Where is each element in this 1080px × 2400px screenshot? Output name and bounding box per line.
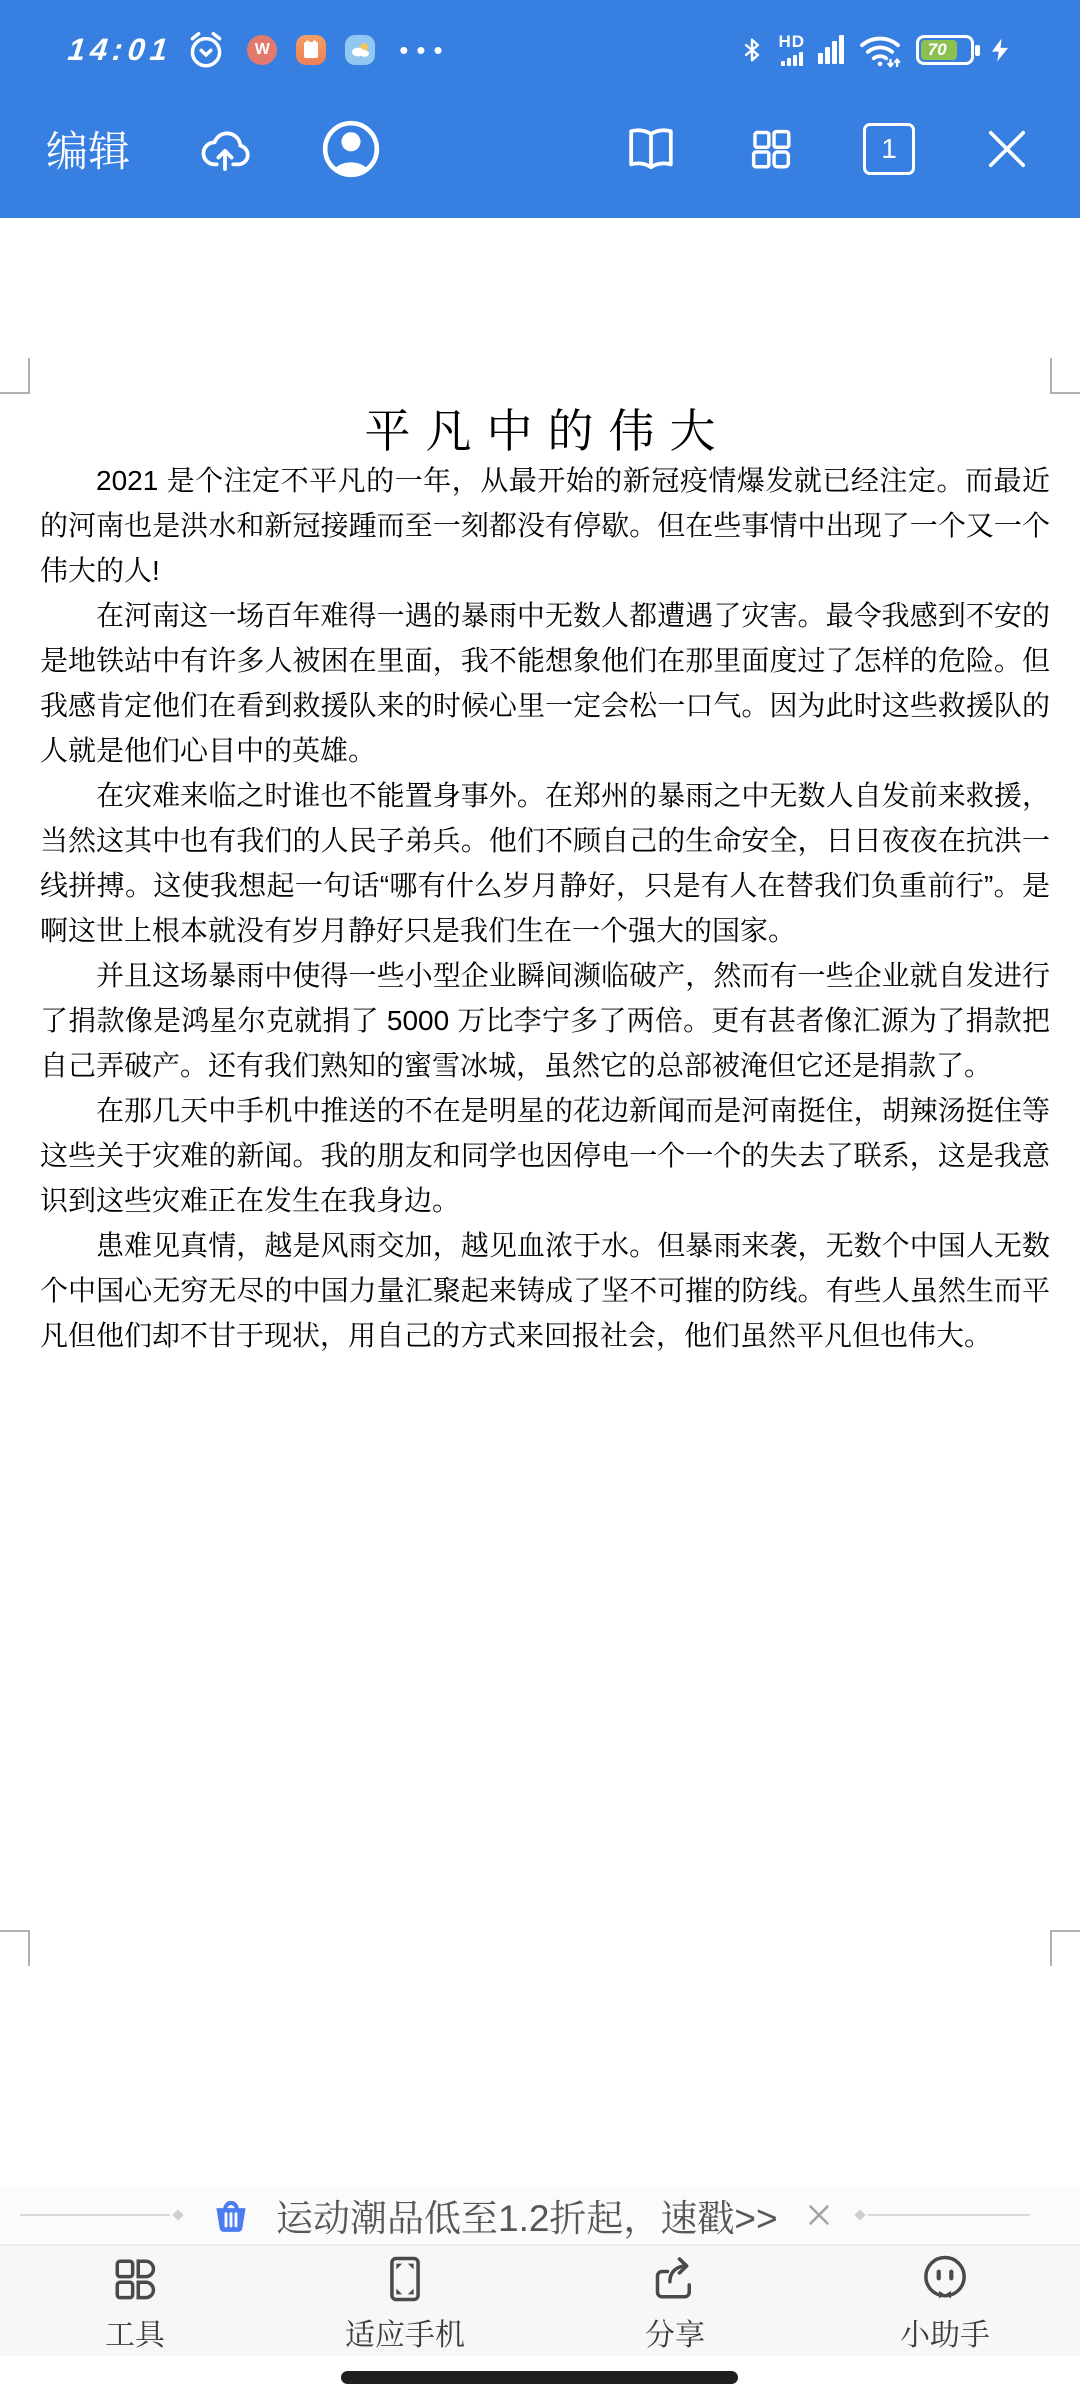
tools-button[interactable] <box>0 2246 270 2356</box>
document-page[interactable] <box>0 218 1080 2186</box>
close-ad-icon[interactable] <box>802 2198 836 2232</box>
header <box>0 0 1080 218</box>
close-document-button[interactable] <box>981 123 1033 175</box>
wps-notification-icon <box>247 35 277 65</box>
account-avatar-button[interactable] <box>320 118 382 180</box>
paragraph: 并且这场暴雨中使得一些小型企业瞬间濒临破产，然而有一些企业就自发进行了捐款像是鸿星尔克就捐了 5000 万比李宁多了两倍。更有甚者像汇源为了捐款把自己弄破产。还有我们熟知的蜜雪冰城，虽然它的总部被淹但它还是捐款了。 <box>40 960 1050 1081</box>
sim1-signal-icon <box>818 35 844 64</box>
margin-corner-mark <box>0 1930 30 1966</box>
tools-label: 工具 <box>105 2319 165 2352</box>
home-strip <box>0 2356 1080 2400</box>
assistant-button[interactable] <box>810 2246 1080 2356</box>
margin-corner-mark <box>1050 1930 1080 1966</box>
charging-bolt-icon <box>987 34 1013 66</box>
more-notifications-icon: ••• <box>399 34 451 65</box>
margin-corner-mark <box>0 358 30 394</box>
fit-phone-icon <box>377 2251 433 2307</box>
cloud-upload-button[interactable] <box>196 123 254 175</box>
weather-notification-icon <box>345 35 375 65</box>
fit-phone-button[interactable] <box>270 2246 540 2356</box>
clock-text: 14:01 <box>66 31 175 67</box>
edit-button[interactable]: 编辑 <box>46 127 131 175</box>
app-toolbar <box>0 85 1080 218</box>
assistant-robot-icon <box>917 2251 973 2307</box>
ad-divider-left <box>20 2214 170 2216</box>
paragraph: 在那几天中手机中推送的不在是明星的花边新闻而是河南挺住，胡辣汤挺住等这些关于灾难的新闻。我的朋友和同学也因停电一个一个的失去了联系，这是我意识到这些灾难正在发生在我身边。 <box>40 1095 1050 1216</box>
document-notification-icon <box>296 35 326 65</box>
alarm-icon <box>184 28 228 72</box>
ad-banner[interactable] <box>0 2186 1080 2246</box>
ad-divider-diamond <box>172 2209 183 2220</box>
margin-corner-mark <box>1050 358 1080 394</box>
battery-percent: 70 <box>927 39 947 59</box>
home-indicator[interactable] <box>341 2371 738 2384</box>
sim2-signal-icon <box>778 33 805 66</box>
bluetooth-icon <box>739 33 765 67</box>
page-number-button[interactable] <box>863 123 915 175</box>
components-grid-button[interactable] <box>745 123 797 175</box>
app-toolbar-right <box>623 123 1033 175</box>
shopping-basket-icon <box>208 2192 254 2238</box>
tools-grid-icon <box>107 2251 163 2307</box>
bottom-toolbar <box>0 2246 1080 2356</box>
paragraph: 在灾难来临之时谁也不能置身事外。在郑州的暴雨之中无数人自发前来救援，当然这其中也有我们的人民子弟兵。他们不顾自己的生命安全，日日夜夜在抗洪一线拼搏。这使我想起一句话“哪有什么岁月静好，只是有人在替我们负重前行”。是啊这世上根本就没有岁月静好只是我们生在一个强大的国家。 <box>40 780 1050 946</box>
read-mode-button[interactable] <box>623 123 679 175</box>
share-button[interactable] <box>540 2246 810 2356</box>
ad-divider-diamond <box>854 2209 865 2220</box>
assistant-label: 小助手 <box>900 2319 990 2352</box>
status-bar <box>0 0 1080 85</box>
fit-phone-label: 适应手机 <box>345 2319 465 2352</box>
battery-icon <box>916 35 974 65</box>
ad-text: 运动潮品低至1.2折起，速戳>> <box>276 2198 778 2239</box>
page-number: 1 <box>881 132 897 164</box>
status-right-cluster <box>739 31 1013 69</box>
battery-nub <box>975 45 980 56</box>
ad-divider-right <box>868 2214 1030 2216</box>
paragraph: 患难见真情，越是风雨交加，越见血浓于水。但暴雨来袭，无数个中国人无数个中国心无穷无尽的中国力量汇聚起来铸成了坚不可摧的防线。有些人虽然生而平凡但他们却不甘于现状，用自己的方式来回报社会，他们虽然平凡但也伟大。 <box>40 1230 1050 1351</box>
paragraph: 2021 是个注定不平凡的一年，从最开始的新冠疫情爆发就已经注定。而最近的河南也是洪水和新冠接踵而至一刻都没有停歇。但在些事情中出现了一个又一个伟大的人! <box>40 465 1050 586</box>
share-label: 分享 <box>645 2319 705 2352</box>
hd-label: HD <box>778 32 805 51</box>
document-title: 平凡中的伟大 <box>364 405 731 457</box>
wps-letter: W <box>254 40 270 58</box>
share-icon <box>647 2251 703 2307</box>
wifi-icon <box>857 31 903 69</box>
paragraph: 在河南这一场百年难得一遇的暴雨中无数人都遭遇了灾害。最令我感到不安的是地铁站中有许多人被困在里面，我不能想象他们在那里面度过了怎样的危险。但我感肯定他们在看到救援队来的时候心里一定会松一口气。因为此时这些救援队的人就是他们心目中的英雄。 <box>40 600 1050 766</box>
